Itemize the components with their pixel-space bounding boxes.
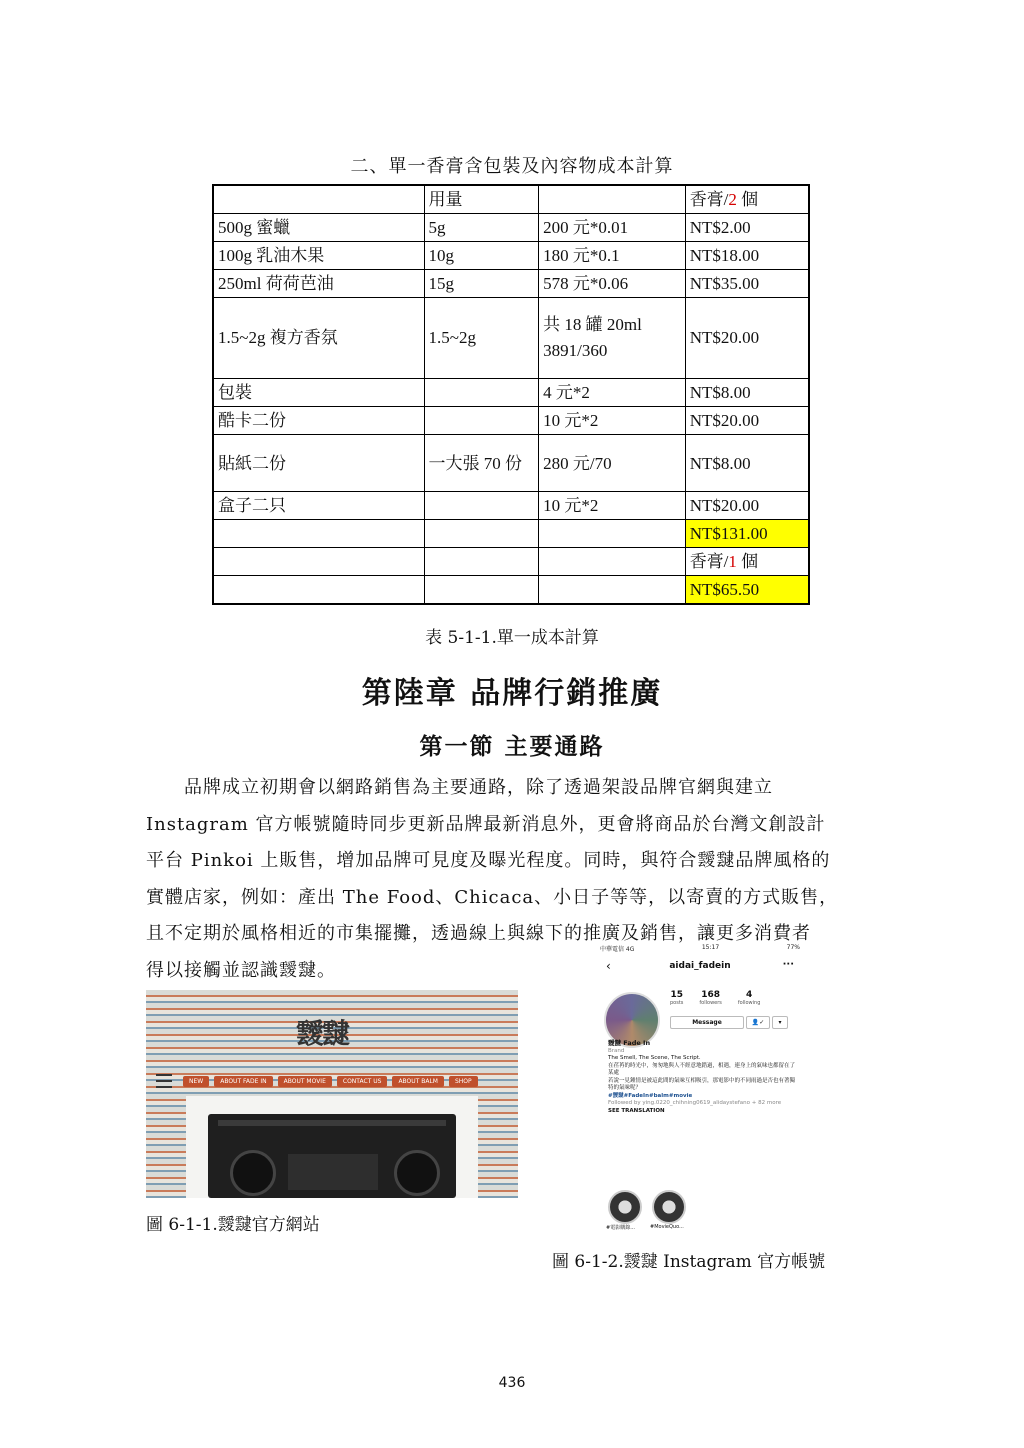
table-cell: 1.5~2g 複方香氛: [213, 298, 424, 379]
table-cell: [539, 548, 686, 576]
table-cell: [213, 576, 424, 605]
following-label: following: [737, 1000, 761, 1006]
section-title: 第一節 主要通路: [419, 733, 605, 760]
table-cell: 10 元*2: [539, 492, 686, 520]
menu-icon: [156, 1074, 172, 1088]
table-cell: 15g: [424, 270, 539, 298]
unit-count: 1: [728, 552, 737, 571]
table-cell: 180 元*0.1: [539, 242, 686, 270]
table-cell: [539, 576, 686, 605]
followed-by: Followed by ying.0220_chihning0619_alidaystefano + 82 more: [608, 1100, 782, 1106]
table-cell: [213, 520, 424, 548]
table-cell: [424, 379, 539, 407]
table-cell: 200 元*0.01: [539, 214, 686, 242]
bio-line: 在荏苒的時光中，匆匆地與人不經意地錯過，相遇，連身上的氣味也都留在了某處: [608, 1062, 796, 1076]
nav-item: CONTACT US: [337, 1076, 388, 1087]
table-header-row: [213, 185, 809, 214]
brand-logo: 靉靆: [296, 1017, 349, 1050]
bio-line: 若說一見鍾情是被這此間的氣味互相吸引，那電影中的不同雨過是否也有著獨特的氣味呢？: [608, 1077, 796, 1091]
hashtags: #靉靆#FadeIn#balm#movie: [608, 1092, 693, 1099]
unit-count: 2: [728, 190, 737, 209]
nav-item: ABOUT BALM: [392, 1076, 444, 1087]
following-stat: [738, 990, 760, 1006]
unit-prefix: 香膏/: [689, 190, 729, 209]
nav-item: NEW: [183, 1076, 209, 1087]
table-cell: NT$8.00: [685, 435, 809, 492]
tape-reel-right: [394, 1150, 440, 1196]
paragraph-line: 得以接觸並認識靉靆。: [146, 959, 336, 981]
table-cell: [213, 548, 424, 576]
table-cell: [539, 185, 686, 214]
more-icon: ···: [782, 959, 794, 970]
table-cell: NT$20.00: [685, 298, 809, 379]
figure-caption: 圖 6-1-2.靉靆 Instagram 官方帳號: [552, 1252, 826, 1272]
table-cell: 一大張 70 份: [424, 435, 539, 492]
table-cell: [424, 492, 539, 520]
table-row: [213, 492, 809, 520]
table-row: [213, 270, 809, 298]
back-chevron-icon: ‹: [606, 959, 611, 973]
table-cell: 5g: [424, 214, 539, 242]
unit-suffix: 個: [736, 190, 759, 209]
table-title: 二、單一香膏含包裝及內容物成本計算: [350, 156, 674, 177]
table-cell: 280 元/70: [539, 435, 686, 492]
table-cell: [424, 548, 539, 576]
table-cell: 10g: [424, 242, 539, 270]
phone-status-bar: [600, 944, 800, 953]
table-cell: [685, 185, 809, 214]
table-total-row: [213, 576, 809, 605]
unit-prefix: 香膏/: [689, 552, 729, 571]
paragraph-line: 且不定期於風格相近的市集擺攤，透過線上與線下的推廣及銷售，讓更多消費者: [146, 923, 811, 944]
table-cell: 共 18 罐 20ml 3891/360: [539, 298, 686, 379]
chevron-down-icon: ▾: [772, 1016, 788, 1029]
paragraph-line: 品牌成立初期會以網路銷售為主要通路，除了透過架設品牌官網與建立: [146, 777, 773, 798]
table-cell: 盒子二只: [213, 492, 424, 520]
chapter-title: 第陸章 品牌行銷推廣: [361, 676, 663, 711]
clock: 15:17: [701, 944, 720, 951]
table-cell: NT$18.00: [685, 242, 809, 270]
table-row: [213, 242, 809, 270]
table-cell: [539, 520, 686, 548]
tape-label: [218, 1120, 446, 1126]
battery: 77%: [786, 944, 800, 951]
website-screenshot: [146, 990, 518, 1198]
table-row: [213, 548, 809, 576]
table-cell: 10 元*2: [539, 407, 686, 435]
table-row: [213, 214, 809, 242]
table-cell: NT$20.00: [685, 407, 809, 435]
highlight-label: #電影購錄...: [606, 1225, 635, 1231]
page-number: 436: [498, 1375, 526, 1391]
tape-window: [288, 1154, 378, 1190]
single-total-cell: NT$65.50: [685, 576, 809, 605]
table-row: [213, 379, 809, 407]
table-cell: NT$8.00: [685, 379, 809, 407]
highlight-label: #MovieQuo...: [650, 1224, 684, 1230]
followers-count: 168: [701, 990, 721, 1000]
profile-header: [600, 961, 800, 971]
table-cell: [685, 548, 809, 576]
story-highlight: [652, 1190, 686, 1224]
posts-count: 15: [670, 990, 683, 1000]
tagline: The Smell, The Scene, The Script.: [608, 1055, 701, 1061]
table-cell: 578 元*0.06: [539, 270, 686, 298]
follow-status-icon: 👤✓: [746, 1016, 770, 1029]
nav-item: ABOUT FADE IN: [214, 1076, 272, 1087]
profile-bio: [608, 1040, 796, 1115]
paragraph-line: 實體店家，例如：產出 The Food、Chicaca、小日子等等，以寄賣的方式販售，: [146, 886, 839, 908]
carrier: 中華電信 4G: [600, 946, 635, 953]
paragraph-line: Instagram 官方帳號隨時同步更新品牌最新消息外，更會將商品於台灣文創設計: [146, 813, 826, 835]
paragraph-line: 平台 Pinkoi 上販售，增加品牌可見度及曝光程度。同時，與符合靉靆品牌風格的: [146, 850, 831, 871]
see-translation: SEE TRANSLATION: [608, 1107, 665, 1114]
tape-reel-left: [230, 1150, 276, 1196]
website-nav: [156, 1074, 478, 1088]
table-cell: [424, 520, 539, 548]
table-row: [213, 298, 809, 379]
posts-label: posts: [670, 1000, 684, 1006]
table-cell: NT$20.00: [685, 492, 809, 520]
profile-stats: [670, 990, 760, 1006]
table-row: [213, 435, 809, 492]
unit-suffix: 個: [736, 552, 759, 571]
table-cell: [424, 576, 539, 605]
nav-item: SHOP: [449, 1076, 478, 1087]
followers-stat: [699, 990, 721, 1006]
table-cell: 貼紙二份: [213, 435, 424, 492]
table-cell: 100g 乳油木果: [213, 242, 424, 270]
table-cell: 1.5~2g: [424, 298, 539, 379]
posts-stat: [670, 990, 683, 1006]
table-cell: [424, 407, 539, 435]
display-name: 靉靆 Fade In: [608, 1039, 651, 1047]
vhs-tape-image: [208, 1114, 456, 1198]
story-highlight: [608, 1190, 642, 1224]
followers-label: followers: [699, 1000, 722, 1006]
cost-table: [212, 184, 810, 605]
table-cell: 用量: [424, 185, 539, 214]
message-button: Message: [670, 1016, 744, 1029]
table-cell: 250ml 荷荷芭油: [213, 270, 424, 298]
total-cell: NT$131.00: [685, 520, 809, 548]
table-cell: 500g 蜜蠟: [213, 214, 424, 242]
table-total-row: [213, 520, 809, 548]
table-cell: NT$35.00: [685, 270, 809, 298]
table-cell: 包裝: [213, 379, 424, 407]
following-count: 4: [746, 990, 753, 1000]
table-cell: 4 元*2: [539, 379, 686, 407]
nav-item: ABOUT MOVIE: [278, 1076, 332, 1087]
table-cell: [213, 185, 424, 214]
profile-username: aidai_fadein: [669, 961, 731, 971]
table-cell: 酷卡二份: [213, 407, 424, 435]
table-cell: NT$2.00: [685, 214, 809, 242]
instagram-screenshot: [600, 944, 800, 1234]
table-row: [213, 407, 809, 435]
figure-caption: 圖 6-1-1.靉靆官方網站: [146, 1215, 320, 1235]
category: Brand: [608, 1047, 625, 1054]
table-caption: 表 5-1-1.單一成本計算: [425, 628, 599, 648]
